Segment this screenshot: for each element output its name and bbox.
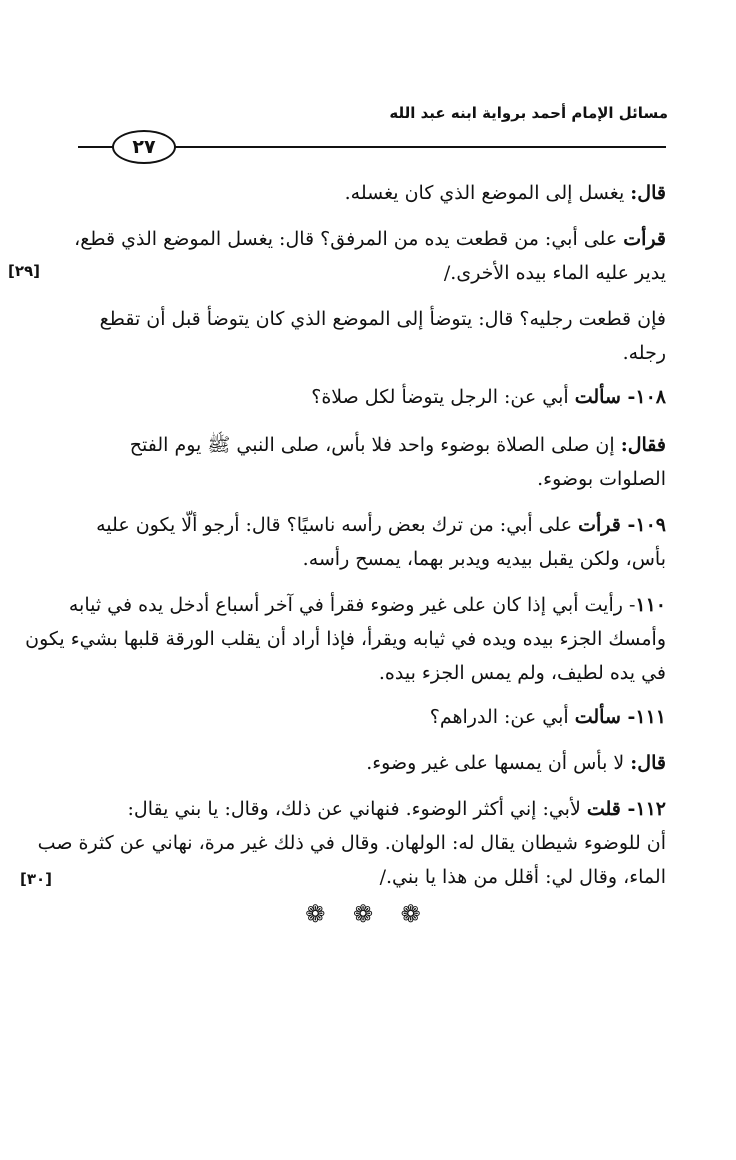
line-lead: ١١٠ (635, 594, 666, 616)
line-text: يغسل إلى الموضع الذي كان يغسله. (344, 182, 631, 204)
line-text: إن صلى الصلاة بوضوء واحد فلا بأس، صلى النبي ﷺ يوم الفتح (129, 434, 621, 456)
text-line (66, 380, 666, 414)
page-number: ٢٧ (112, 130, 176, 164)
text-line: وأمسك الجزء بيده ويده في ثيابه ويقرأ، فإذا أراد أن يقلب الورقة قلبها بشيء يكون (25, 628, 666, 650)
line-lead: قال: (630, 752, 666, 774)
line-lead: ١١١- سألت (574, 706, 666, 728)
line-text: لا بأس أن يمسها على غير وضوء. (366, 752, 631, 774)
line-lead: قرأت (623, 228, 666, 250)
text-line (66, 176, 666, 210)
text-line (66, 746, 666, 780)
line-lead: ١١٢- قلت (586, 798, 666, 820)
text-line: في يده لطيف، ولم يمس الجزء بيده. (378, 662, 666, 684)
text-line (66, 700, 666, 734)
flower-ornament-divider: ❁ ❁ ❁ (305, 900, 431, 928)
text-line (66, 588, 666, 622)
text-line: أن للوضوء شيطان يقال له: الولهان. وقال في ذلك غير مرة، نهاني عن كثرة صب (37, 832, 666, 854)
line-text: على أبي: من قطعت يده من المرفق؟ قال: يغسل الموضع الذي قطع، (74, 228, 624, 250)
text-line (66, 792, 666, 826)
line-text: على أبي: من ترك بعض رأسه ناسيًا؟ قال: أرجو ألّا يكون عليه (96, 514, 579, 536)
text-line: بأس، ولكن يقبل بيديه ويدبر بهما، يمسح رأسه. (302, 548, 666, 570)
line-lead: قال: (630, 182, 666, 204)
line-lead: فقال: (620, 434, 666, 456)
line-text: أبي عن: الرجل يتوضأ لكل صلاة؟ (311, 386, 575, 408)
text-line: الصلوات بوضوء. (537, 468, 666, 490)
margin-reference: [٢٩] (8, 262, 41, 280)
text-line (66, 222, 666, 256)
text-line: فإن قطعت رجليه؟ قال: يتوضأ إلى الموضع الذي كان يتوضأ قبل أن تقطع (99, 308, 666, 330)
text-line: يدير عليه الماء بيده الأخرى./ (443, 262, 666, 284)
line-text: لأبي: إني أكثر الوضوء. فنهاني عن ذلك، وقال: يا بني يقال: (127, 798, 587, 820)
text-line: الماء، وقال لي: أقلل من هذا يا بني./ (379, 866, 666, 888)
line-lead: ١٠٨- سألت (574, 386, 666, 408)
running-title: مسائل الإمام أحمد برواية ابنه عبد الله (389, 104, 668, 122)
text-line (66, 508, 666, 542)
line-text: أبي عن: الدراهم؟ (429, 706, 575, 728)
text-line: رجله. (622, 342, 666, 364)
margin-reference: [٣٠] (20, 870, 53, 888)
line-text: - رأيت أبي إذا كان على غير وضوء فقرأ في آخر أسباع أدخل يده في ثيابه (68, 594, 636, 616)
line-lead: ١٠٩- قرأت (578, 514, 666, 536)
text-line (66, 428, 666, 462)
